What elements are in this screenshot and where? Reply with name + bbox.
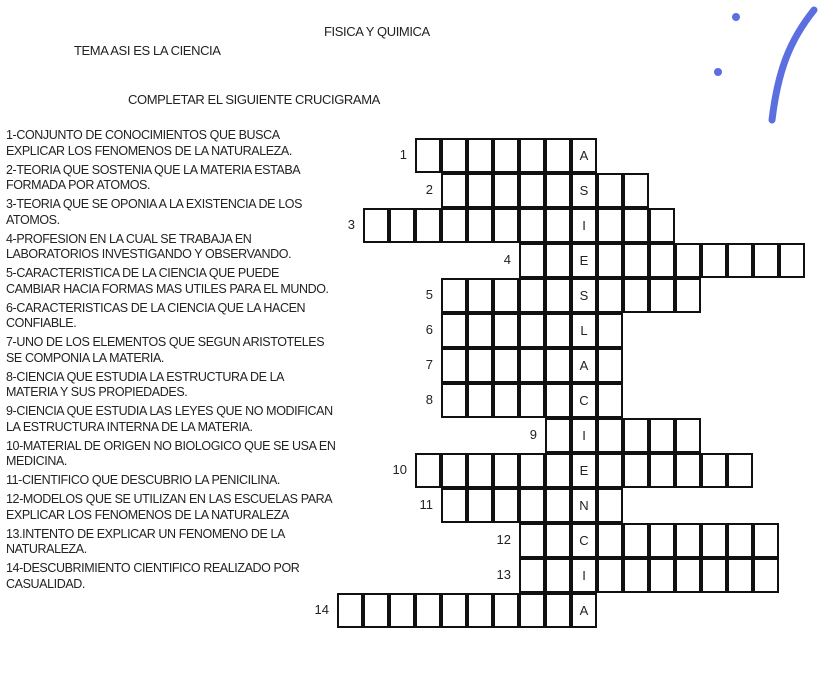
clue-8: 8-CIENCIA QUE ESTUDIA LA ESTRUCTURA DE LA MATERIA Y SUS PROPIEDADES. (6, 369, 284, 399)
row-number: 7 (425, 357, 433, 372)
key-letter: L (580, 323, 588, 338)
key-letter: A (579, 358, 589, 373)
clue-12: 12-MODELOS QUE SE UTILIZAN EN LAS ESCUELAS PARA EXPLICAR LOS FENOMENOS DE LA NATURALEZA (6, 492, 332, 522)
clue-2: 2-TEORIA QUE SOSTENIA QUE LA MATERIA ESTABA FORMADA POR ATOMOS. (6, 162, 300, 192)
row-number: 8 (425, 392, 433, 407)
clue-9: 9-CIENCIA QUE ESTUDIA LAS LEYES QUE NO MODIFICAN LA ESTRUCTURA INTERNA DE LA MATERIA. (6, 404, 333, 434)
clue-3: 3-TEORIA QUE SE OPONIA A LA EXISTENCIA DE LOS ATOMOS. (6, 197, 303, 227)
row-number: 11 (419, 497, 433, 512)
row-number: 3 (347, 217, 355, 232)
subject-title: FISICA Y QUIMICA (324, 24, 430, 39)
row-number: 12 (496, 532, 511, 547)
row-number: 13 (496, 567, 511, 582)
key-letter: N (579, 498, 589, 513)
key-letter: C (579, 533, 589, 548)
row-number: 5 (425, 287, 433, 302)
key-letter: S (579, 183, 589, 198)
key-letter: C (579, 393, 589, 408)
pen-stroke (772, 10, 814, 120)
key-letter: I (582, 568, 586, 583)
row-number: 9 (529, 427, 537, 442)
row-number: 14 (314, 602, 329, 617)
pen-dot-bottom (714, 68, 722, 76)
clue-1: 1-CONJUNTO DE CONOCIMIENTOS QUE BUSCA EXPLICAR LOS FENOMENOS DE LA NATURALEZA. (6, 128, 292, 158)
key-letter: I (582, 218, 586, 233)
row-number: 4 (503, 252, 511, 267)
row-number: 10 (392, 462, 407, 477)
key-letter: A (579, 603, 589, 618)
clue-10: 10-MATERIAL DE ORIGEN NO BIOLOGICO QUE SE USA EN MEDICINA. (6, 438, 336, 468)
topic-title: TEMA ASI ES LA CIENCIA (74, 43, 221, 58)
clue-14: 14-DESCUBRIMIENTO CIENTIFICO REALIZADO POR CASUALIDAD. (6, 561, 300, 591)
key-letter: I (582, 428, 586, 443)
key-letter: A (579, 148, 589, 163)
key-letter: E (579, 463, 589, 478)
clue-6: 6-CARACTERISTICAS DE LA CIENCIA QUE LA HACEN CONFIABLE. (6, 300, 306, 330)
key-letter: S (579, 288, 589, 303)
row-number: 6 (425, 322, 433, 337)
instruction-text: COMPLETAR EL SIGUIENTE CRUCIGRAMA (128, 92, 380, 107)
pen-dot-top (732, 13, 740, 21)
row-number: 2 (425, 182, 433, 197)
clue-5: 5-CARACTERISTICA DE LA CIENCIA QUE PUEDE CAMBIAR HACIA FORMAS MAS UTILES PARA EL MUNDO. (6, 266, 329, 296)
clue-4: 4-PROFESION EN LA CUAL SE TRABAJA EN LABORATORIOS INVESTIGANDO Y OBSERVANDO. (6, 231, 292, 261)
key-letter: E (579, 253, 589, 268)
clue-7: 7-UNO DE LOS ELEMENTOS QUE SEGUN ARISTOTELES SE COMPONIA LA MATERIA. (6, 335, 325, 365)
clue-13: 13.INTENTO DE EXPLICAR UN FENOMENO DE LA NATURALEZA. (6, 526, 285, 556)
clue-11: 11-CIENTIFICO QUE DESCUBRIO LA PENICILINA. (6, 473, 281, 487)
row-number: 1 (399, 147, 407, 162)
